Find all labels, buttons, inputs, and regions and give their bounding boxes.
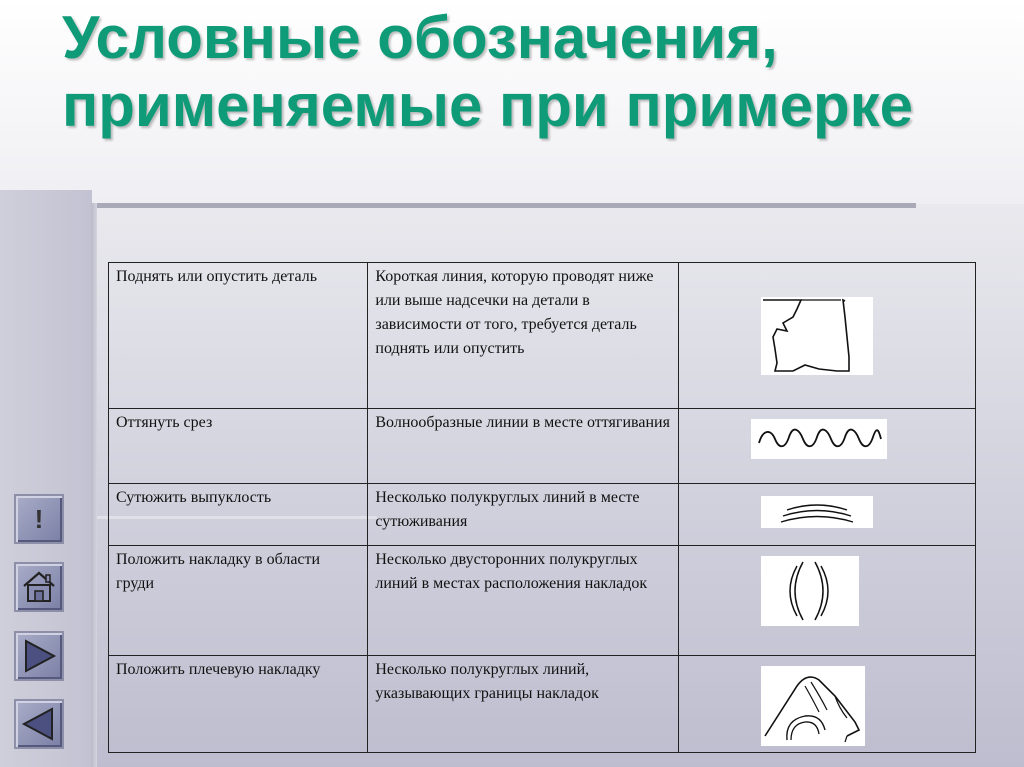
action-cell: Поднять или опустить деталь bbox=[109, 263, 368, 409]
page-title: Условные обозначения, применяемые при примерке bbox=[62, 4, 914, 139]
action-cell: Оттянуть срез bbox=[109, 409, 368, 484]
arcs-symbol bbox=[761, 496, 873, 528]
table-row bbox=[109, 484, 976, 546]
next-slide-button[interactable] bbox=[14, 631, 64, 681]
panel-top-border bbox=[92, 203, 916, 208]
double-arcs-symbol bbox=[761, 556, 859, 626]
description-cell: Несколько полукруглых линий, указывающих границы накладок bbox=[368, 656, 679, 753]
action-cell: Положить плечевую накладку bbox=[109, 656, 368, 753]
prev-arrow-icon bbox=[20, 705, 58, 743]
symbol-cell bbox=[679, 263, 976, 409]
prev-slide-button[interactable] bbox=[14, 699, 64, 749]
action-cell: Сутюжить выпуклость bbox=[109, 484, 368, 546]
description-cell: Несколько двусторонних полукруглых линий в местах расположения накладок bbox=[368, 546, 679, 656]
symbols-table bbox=[108, 262, 976, 753]
action-cell: Положить накладку в области груди bbox=[109, 546, 368, 656]
table-row bbox=[109, 546, 976, 656]
table-row bbox=[109, 409, 976, 484]
wavy-line-symbol bbox=[751, 419, 887, 459]
info-label: ! bbox=[34, 503, 44, 534]
raise-lower-symbol bbox=[761, 297, 873, 375]
shoulder-pad-symbol bbox=[761, 666, 865, 746]
symbol-cell bbox=[679, 546, 976, 656]
symbol-cell bbox=[679, 656, 976, 753]
description-cell: Несколько полукруглых линий в месте сутюживания bbox=[368, 484, 679, 546]
next-arrow-icon bbox=[20, 637, 58, 675]
description-cell: Короткая линия, которую проводят ниже или выше надсечки на детали в зависимости от того, требуется деталь поднять или опустить bbox=[368, 263, 679, 409]
symbol-cell bbox=[679, 409, 976, 484]
home-button[interactable] bbox=[14, 562, 64, 612]
description-cell: Волнообразные линии в месте оттягивания bbox=[368, 409, 679, 484]
home-icon bbox=[20, 568, 58, 606]
info-button[interactable] bbox=[14, 494, 64, 544]
symbol-cell bbox=[679, 484, 976, 546]
panel-left-border bbox=[91, 203, 97, 767]
table-row bbox=[109, 263, 976, 409]
table-row bbox=[109, 656, 976, 753]
